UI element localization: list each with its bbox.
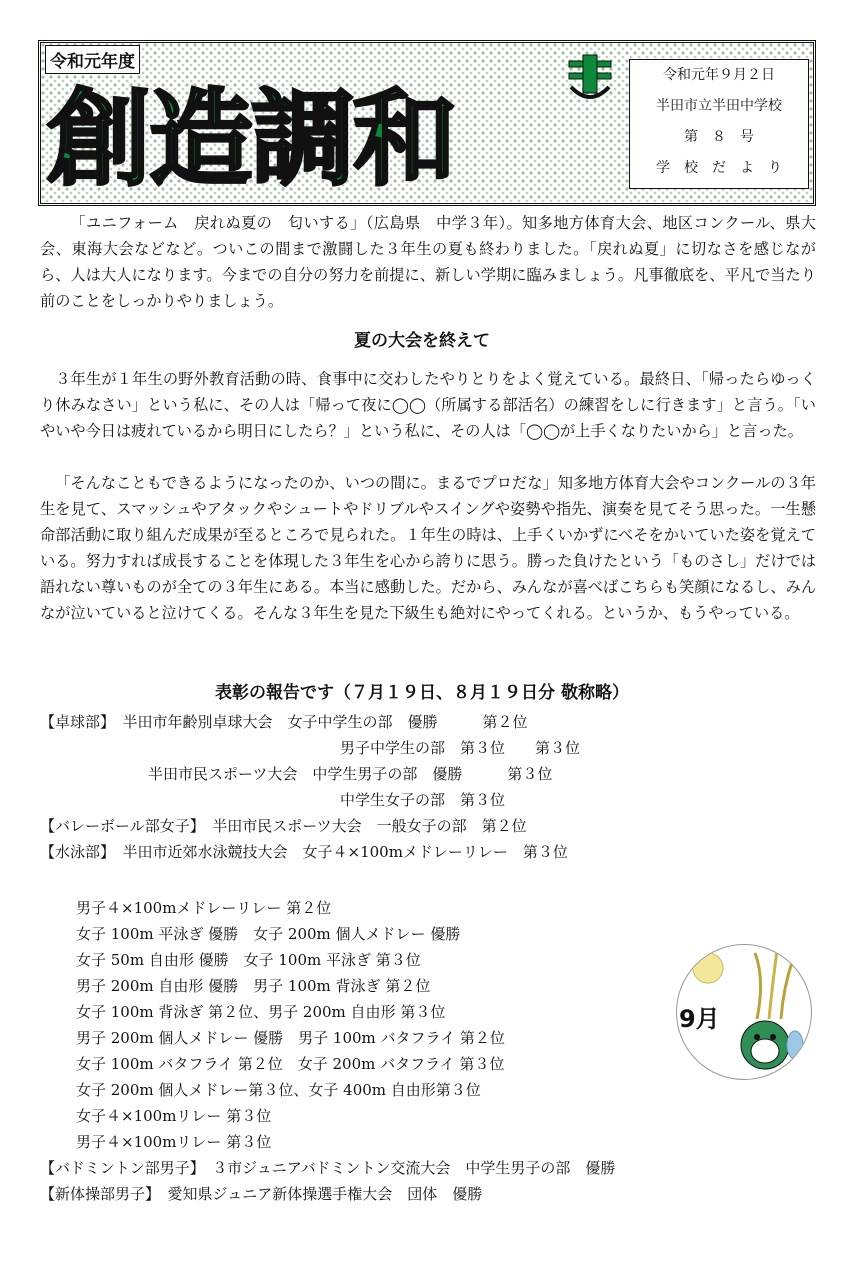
award-line: 【卓球部】 半田市年齢別卓球大会 女子中学生の部 優勝 第２位	[40, 713, 528, 731]
award-line: 半田市民スポーツ大会 中学生男子の部 優勝 第３位	[148, 765, 553, 783]
award-line: 女子 100m 背泳ぎ 第２位、男子 200m 自由形 第３位	[76, 1003, 446, 1021]
award-line: 【バドミントン部男子】 ３市ジュニアバドミントン交流大会 中学生男子の部 優勝	[40, 1159, 616, 1177]
intro-paragraph: 「ユニフォーム 戻れぬ夏の 匂いする」（広島県 中学３年）。知多地方体育大会、地区コンクール、県大会、東海大会などなど。ついこの間まで激闘した３年生の夏も終わりました。「戻れぬ夏」に切なさを感じながら、人は大人になります。今までの自分の努力を前提に、新しい学期に臨みましょう。凡事徹底を、平凡で当たり前のことをしっかりやりましょう。	[40, 214, 816, 310]
newsletter-kind: 学 校 だ よ り	[656, 160, 782, 176]
section-heading-summer: 夏の大会を終えて	[354, 331, 490, 351]
award-line: 男子４×100mメドレーリレー 第２位	[76, 899, 332, 917]
issue-date: 令和元年９月２日	[663, 67, 775, 83]
award-line: 女子４×100mリレー 第３位	[76, 1107, 272, 1125]
mascot-icon	[729, 997, 805, 1075]
school-emblem-icon	[563, 53, 617, 107]
award-line: 男子 200m 自由形 優勝 男子 100m 背泳ぎ 第２位	[76, 977, 431, 995]
award-line: 男子４×100mリレー 第３位	[76, 1133, 272, 1151]
era-tag: 令和元年度	[45, 45, 140, 74]
summer-paragraph-2: 「そんなこともできるようになったのか、いつの間に。まるでプロだな」知多地方体育大会やコンクールの３年生を見て、スマッシュやアタックやシュートやドリブルやスイングや姿勢や指先、演奏を見てそう思った。一生懸命部活動に取り組んだ成果が至るところで見られた。１年生の時は、上手くいかずにべそをかいていた姿を覚えている。努力すれば成長することを体現した３年生を心から誇りに思う。勝った負けたという「ものさし」だけでは語れない尊いものが全ての３年生にある。本当に感動した。だから、みんなが喜べばこちらも笑顔になるし、みんなが泣いていると泣けてくる。そんな３年生を見た下級生も絶対にやってくれる。というか、もうやっている。	[40, 474, 816, 622]
award-line: 女子 100m バタフライ 第２位 女子 200m バタフライ 第３位	[76, 1055, 505, 1073]
award-line: 【新体操部男子】 愛知県ジュニア新体操選手権大会 団体 優勝	[40, 1185, 483, 1203]
award-line: 女子 50m 自由形 優勝 女子 100m 平泳ぎ 第３位	[76, 951, 421, 969]
issue-number: 第 ８ 号	[684, 129, 754, 145]
award-line: 男子 200m 個人メドレー 優勝 男子 100m バタフライ 第２位	[76, 1029, 505, 1047]
september-badge	[676, 944, 812, 1080]
summer-paragraph-1: ３年生が１年生の野外教育活動の時、食事中に交わしたやりとりをよく覚えている。最終日、「帰ったらゆっくり休みなさい」という私に、その人は「帰って夜に◯◯（所属する部活名）の練習をしに行きます」と言う。「いやいや今日は疲れているから明日にしたら？」という私に、その人は「◯◯が上手くなりたいから」と言った。	[40, 370, 816, 440]
award-line: 【水泳部】 半田市近郊水泳競技大会 女子４×100mメドレーリレー 第３位	[40, 843, 568, 861]
award-line: 男子中学生の部 第３位 第３位	[340, 739, 581, 757]
award-line: 女子 200m 個人メドレー第３位、女子 400m 自由形第３位	[76, 1081, 481, 1099]
month-label: 9月	[679, 1005, 720, 1033]
school-name: 半田市立半田中学校	[656, 98, 782, 114]
masthead	[38, 40, 816, 206]
section-heading-awards: 表彰の報告です（７月１９日、８月１９日分 敬称略）	[215, 683, 629, 703]
award-line: 中学生女子の部 第３位	[340, 791, 506, 809]
award-line: 女子 100m 平泳ぎ 優勝 女子 200m 個人メドレー 優勝	[76, 925, 461, 943]
issue-info	[629, 59, 809, 189]
newsletter-title: 創造調和	[47, 78, 456, 200]
full-moon-icon	[691, 951, 725, 985]
award-line: 【バレーボール部女子】 半田市民スポーツ大会 一般女子の部 第２位	[40, 817, 527, 835]
